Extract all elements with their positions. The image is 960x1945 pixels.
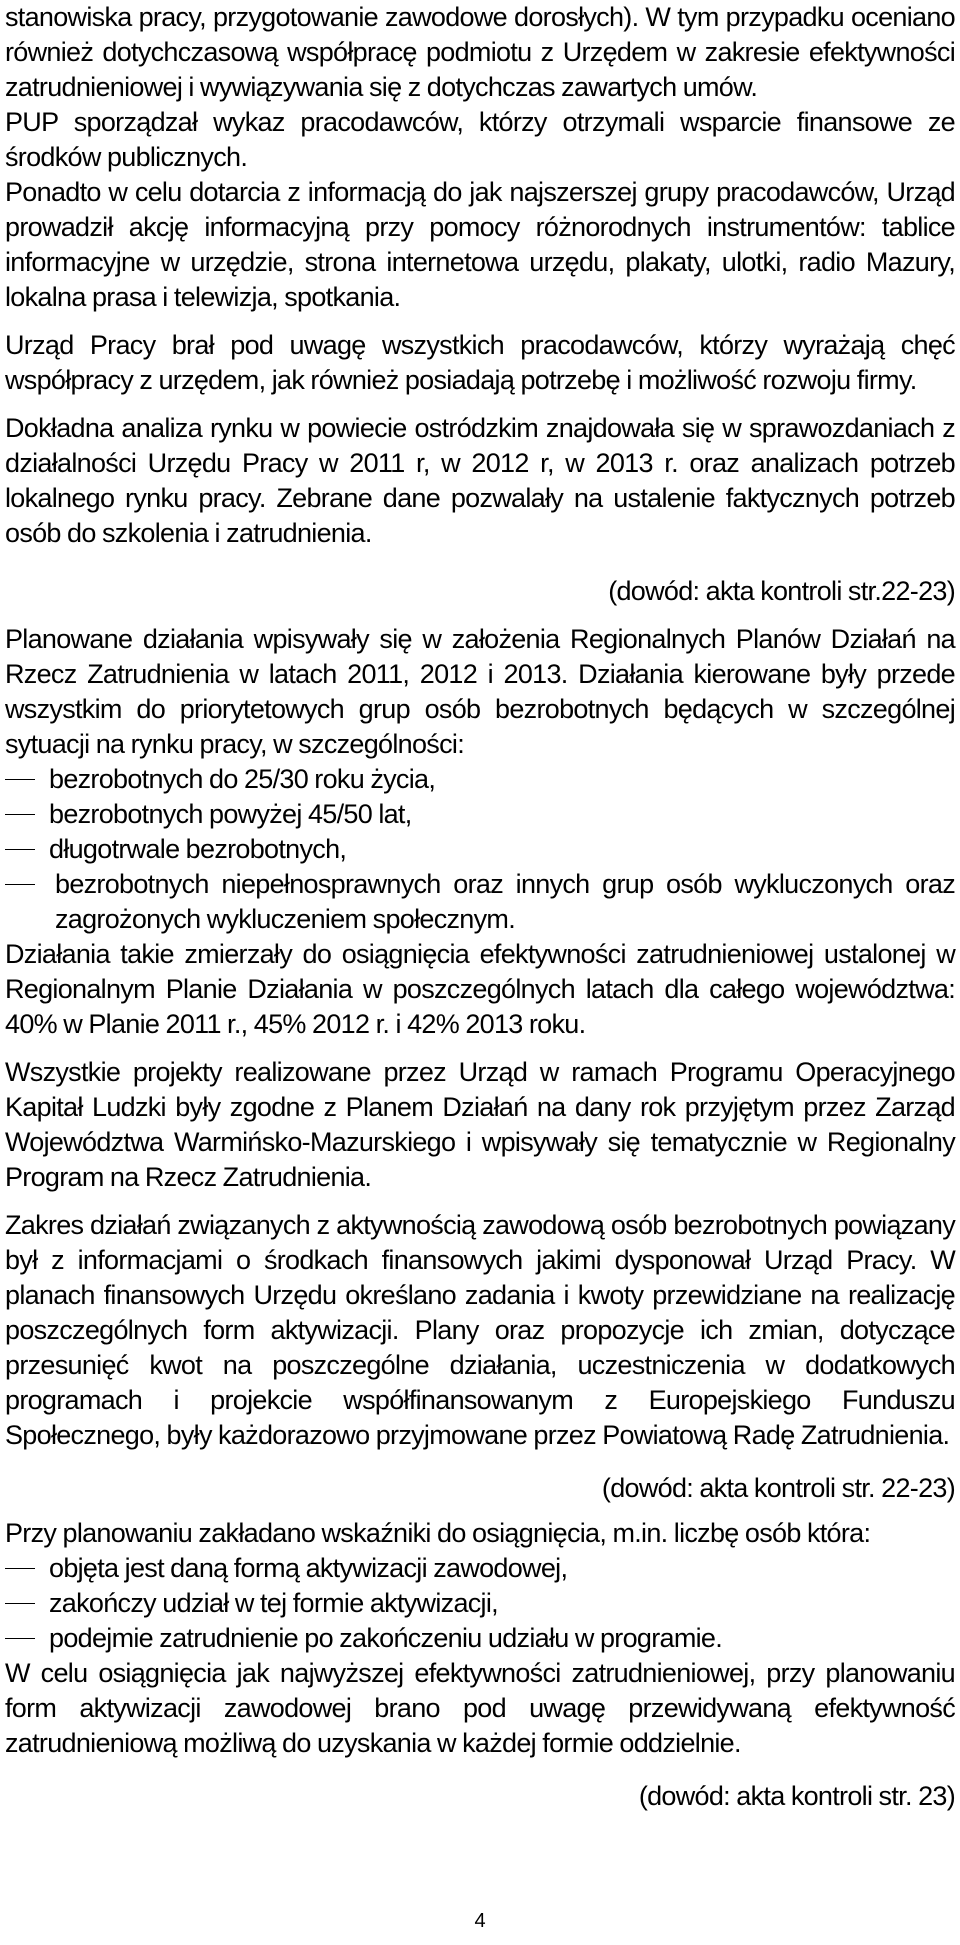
- list-item: podejmie zatrudnienie po zakończeniu udziału w programie.: [5, 1621, 955, 1656]
- dash-bullet: [5, 814, 35, 815]
- paragraph-market-analysis: Dokładna analiza rynku w powiecie ostródzkim znajdowała się w sprawozdaniach z działalności Urzędu Pracy w 2011 r, w 2012 r, w 2013 r. oraz analizach potrzeb lokalnego rynku pracy. Zebrane dane pozwalały na ustalenie faktycznych potrzeb osób do szkolenia i zatrudnienia.: [5, 413, 955, 548]
- dash-bullet: [5, 1603, 35, 1604]
- list-item: bezrobotnych niepełnosprawnych oraz innych grup osób wykluczonych oraz zagrożonych wykluczeniem społecznym.: [5, 867, 955, 937]
- paragraph-effectiveness-targets: Działania takie zmierzały do osiągnięcia efektywności zatrudnieniowej ustalonej w Regionalnym Planie Działania w poszczególnych latach dla całego województwa: 40% w Planie 2011 r., 45% 2012 r. i 42% 2013 roku.: [5, 939, 955, 1039]
- paragraph-financial-plans: Zakres działań związanych z aktywnością zawodową osób bezrobotnych powiązany był z informacjami o środkach finansowych jakimi dysponował Urząd Pracy. W planach finansowych Urzędu określano zadania i kwoty przewidziane na realizację poszczególnych form aktywizacji. Plany oraz propozycje ich zmian, dotyczące przesunięć kwot na poszczególne działania, uczestniczenia w dodatkowych programach i projekcie współfinansowanym z Europejskiego Funduszu Społecznego, były każdorazowo przyjmowane przez Powiatową Radę Zatrudnienia.: [5, 1210, 955, 1450]
- paragraph-effectiveness-planning: W celu osiągnięcia jak najwyższej efektywności zatrudnieniowej, przy planowaniu form aktywizacji zawodowej brano pod uwagę przewidywaną efektywność zatrudnieniową możliwą do uzyskania w każdej formie oddzielnie.: [5, 1658, 955, 1758]
- list-item: bezrobotnych powyżej 45/50 lat,: [5, 797, 955, 832]
- list-item: zakończy udział w tej formie aktywizacji,: [5, 1586, 955, 1621]
- document-page: [5, 0, 955, 1814]
- list-item: objęta jest daną formą aktywizacji zawodowej,: [5, 1551, 955, 1586]
- priority-groups-list: [5, 762, 955, 937]
- paragraph-employers-evaluation: stanowiska pracy, przygotowanie zawodowe dorosłych). W tym przypadku oceniano również dotychczasową współpracę podmiotu z Urzędem w zakresie efektywności zatrudnieniowej i wywiązywania się z dotychczas zawartych umów.: [5, 2, 955, 102]
- indicators-list: [5, 1551, 955, 1656]
- dash-bullet: [5, 849, 35, 850]
- paragraph-pokl-projects: Wszystkie projekty realizowane przez Urząd w ramach Programu Operacyjnego Kapitał Ludzki były zgodne z Planem Działań na dany rok przyjętym przez Zarząd Województwa Warmińsko-Mazurskiego i wpisywały się tematycznie w Regionalny Program na Rzecz Zatrudnienia.: [5, 1057, 955, 1192]
- paragraph-information-campaign: Ponadto w celu dotarcia z informacją do jak najszerszej grupy pracodawców, Urząd prowadził akcję informacyjną przy pomocy różnorodnych instrumentów: tablice informacyjne w urzędzie, strona internetowa urzędu, plakaty, ulotki, radio Mazury, lokalna prasa i telewizja, spotkania.: [5, 177, 955, 312]
- source-note: (dowód: akta kontroli str.22-23): [608, 576, 955, 606]
- dash-bullet: [5, 1638, 35, 1639]
- list-item: długotrwale bezrobotnych,: [5, 832, 955, 867]
- paragraph-planned-actions: Planowane działania wpisywały się w założenia Regionalnych Planów Działań na Rzecz Zatrudnienia w latach 2011, 2012 i 2013. Działania kierowane były przede wszystkim do priorytetowych grup osób bezrobotnych będących w szczególnej sytuacji na rynku pracy, w szczególności:: [5, 624, 955, 759]
- list-item: bezrobotnych do 25/30 roku życia,: [5, 762, 955, 797]
- paragraph-employers-list: PUP sporządzał wykaz pracodawców, którzy otrzymali wsparcie finansowe ze środków publicznych.: [5, 107, 955, 172]
- dash-bullet: [5, 1568, 35, 1569]
- source-note: (dowód: akta kontroli str. 23): [638, 1781, 955, 1811]
- paragraph-cooperation: Urząd Pracy brał pod uwagę wszystkich pracodawców, którzy wyrażają chęć współpracy z urzędem, jak również posiadają potrzebę i możliwość rozwoju firmy.: [5, 330, 955, 395]
- paragraph-indicators-intro: Przy planowaniu zakładano wskaźniki do osiągnięcia, m.in. liczbę osób która:: [5, 1518, 871, 1548]
- dash-bullet: [5, 779, 35, 780]
- page-number: 4: [474, 1910, 486, 1932]
- source-note: (dowód: akta kontroli str. 22-23): [601, 1473, 955, 1503]
- dash-bullet: [5, 884, 35, 885]
